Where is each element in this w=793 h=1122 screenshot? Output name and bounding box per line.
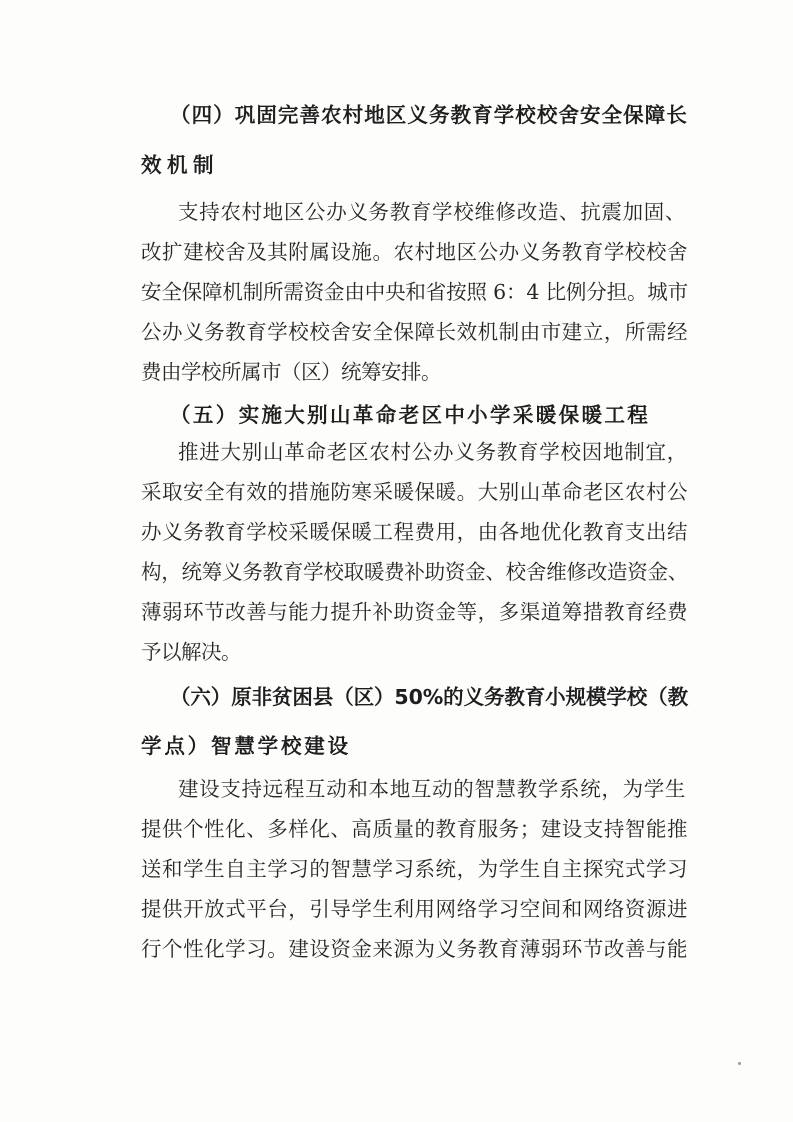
paragraph-6-line-3: 送和学生自主学习的智慧学习系统，为学生自主探究式学习 xyxy=(141,857,689,881)
paragraph-5-line-4: 构，统筹义务教育学校取暖费补助资金、校舍维修改造资金、 xyxy=(141,560,689,584)
heading-5: （五）实施大别山革命老区中小学采暖保暖工程 xyxy=(170,403,651,427)
paragraph-4-line-1: 支持农村地区公办义务教育学校维修改造、抗震加固、 xyxy=(178,200,687,224)
paragraph-6-line-4: 提供开放式平台，引导学生利用网络学习空间和网络资源进 xyxy=(141,897,689,921)
heading-4-line-2: 效机制 xyxy=(141,153,219,177)
paragraph-5-line-5: 薄弱环节改善与能力提升补助资金等，多渠道筹措教育经费 xyxy=(141,600,689,624)
paragraph-6-line-2: 提供个性化、多样化、高质量的教育服务；建设支持智能推 xyxy=(141,817,689,841)
paragraph-4-line-2: 改扩建校舍及其附属设施。农村地区公办义务教育学校校舍 xyxy=(141,240,689,264)
paragraph-6-line-1: 建设支持远程互动和本地互动的智慧教学系统，为学生 xyxy=(178,777,687,801)
paragraph-4-line-3: 安全保障机制所需资金由中央和省按照 6：4 比例分担。城市 xyxy=(141,280,688,304)
paragraph-5-line-6: 予以解决。 xyxy=(141,640,241,664)
paragraph-4-line-5: 费由学校所属市（区）统筹安排。 xyxy=(141,360,441,384)
paragraph-5-line-1: 推进大别山革命老区农村公办义务教育学校因地制宜， xyxy=(178,440,688,464)
paragraph-6-line-5: 行个性化学习。建设资金来源为义务教育薄弱环节改善与能 xyxy=(141,937,689,961)
heading-6-line-1: （六）原非贫困县（区）50%的义务教育小规模学校（教 xyxy=(170,685,688,709)
paragraph-5-line-2: 采取安全有效的措施防寒采暖保暖。大别山革命老区农村公 xyxy=(141,480,689,504)
paragraph-5-line-3: 办义务教育学校采暖保暖工程费用，由各地优化教育支出结 xyxy=(141,520,689,544)
paragraph-4-line-4: 公办义务教育学校校舍安全保障长效机制由市建立，所需经 xyxy=(141,320,689,344)
heading-4-line-1: （四）巩固完善农村地区义务教育学校校舍安全保障长 xyxy=(170,103,688,127)
heading-6-line-2: 学点）智慧学校建设 xyxy=(141,734,351,758)
scan-speck xyxy=(738,1062,741,1065)
